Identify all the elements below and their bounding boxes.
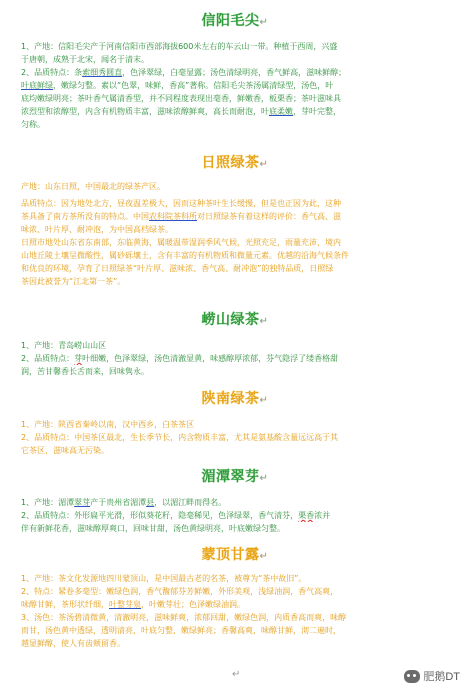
underlined-term: 芽 bbox=[74, 354, 83, 363]
body-line: 越显鲜醇，使人有齿颊留香。 bbox=[21, 639, 125, 648]
section-title-text: 信阳毛尖 bbox=[201, 13, 260, 29]
watermark-text: 肥鹅DT bbox=[423, 671, 460, 683]
body-line: 润，苦甘馨香长舌而来，回味隽永。 bbox=[21, 367, 149, 376]
body-line: 叶底鲜绿，嫩绿匀整。素以“色翠，味鲜，香高”著称。信阳毛尖茶汤属清绿型，汤色，叶 bbox=[21, 81, 334, 90]
body-line: 1、产地：青岛崂山山区 bbox=[21, 341, 107, 350]
body-line: 匀称。 bbox=[21, 120, 45, 129]
body-line: 山地丘陵土壤呈微酸性，属砂砾壤土，含有丰富的有机物质和微量元素。优越的沿海气候条件 bbox=[21, 251, 349, 260]
body-line: 于唐朝，成熟于北宋，闻名于清末。 bbox=[21, 55, 149, 64]
underlined-term: 栗香 bbox=[298, 511, 315, 520]
section-title bbox=[0, 154, 470, 174]
underlined-term: 叶底鲜绿 bbox=[21, 81, 53, 90]
body-line: 浓烈型和浓醇型，内含有机物质丰富，滋味浓醇鲜爽，高长而耐泡，叶底柔嫩，芽叶完整， bbox=[21, 107, 341, 116]
underlined-term: 底柔嫩 bbox=[269, 107, 293, 116]
section-title-text: 陕南绿茶 bbox=[201, 391, 260, 407]
body-line: 2、品质特点：外形扁平光滑，形似葵花籽，隐毫稀见，色泽绿翠，香气清芬，栗香浓并 bbox=[21, 511, 331, 520]
paragraph-mark: ↵ bbox=[259, 551, 269, 562]
section-meitan bbox=[0, 468, 470, 535]
body-line: 底均嫩绿明亮；茶叶香气属清香型，并不同程度表现出毫香，鲜嫩香，板栗香；茶叶滋味具 bbox=[21, 94, 341, 103]
section-title bbox=[0, 546, 470, 566]
underlined-term: 农科院茶科所 bbox=[149, 212, 197, 221]
section-title bbox=[0, 12, 470, 32]
body-line: 2、品质特点：芽叶细嫩，色泽翠绿，汤色清澈显黄，味感醇厚浓郁，芬气隐浮了缕香格甜 bbox=[21, 354, 339, 363]
section-title bbox=[0, 468, 470, 488]
body-line: 1、产地：茶文化发源地四川蒙顶山，是中国最古老的名茶，被尊为“茶中故旧”。 bbox=[21, 574, 307, 583]
body-line: 味浓、叶片厚、耐冲泡，为中国高档绿茶。 bbox=[21, 225, 173, 234]
wechat-icon bbox=[404, 670, 420, 683]
body-line: 2、特点：紧卷多毫型：嫩绿色润，香气馥郁芬芳鲜嫩，外形美观，浅绿油润，香气高爽， bbox=[21, 587, 339, 596]
section-title bbox=[0, 311, 470, 331]
section-title bbox=[0, 390, 470, 410]
section-title-text: 崂山绿茶 bbox=[201, 312, 260, 328]
body-line: 味醇甘鲜，茶形状纤细，叶整芽泉，叶嫩芽壮；色泽嫩绿油润。 bbox=[21, 600, 245, 609]
body-line: 品质特点：因为地处北方，昼夜温差极大，因而这种茶叶生长缓慢，但是也正因为此，这种 bbox=[21, 199, 341, 208]
underlined-term: 翠芽 bbox=[74, 498, 91, 507]
body-line: 1、产地：陕西省秦岭以南，汉中西乡，白茶茶区 bbox=[21, 420, 195, 429]
body-line: 产地：山东日照，中国最北的绿茶产区。 bbox=[21, 182, 165, 191]
underlined-term: 索细秀圆直 bbox=[82, 68, 123, 77]
section-laoshan bbox=[0, 311, 470, 378]
body-line: 茶因此被誉为“江北第一茶”。 bbox=[21, 277, 126, 286]
section-mengding bbox=[0, 546, 470, 650]
body-line: 和优良的环境，孕育了日照绿茶“叶片厚、滋味浓、香气高、耐冲泡”的独特品质，日照绿 bbox=[21, 264, 334, 273]
body-line: 3、汤色：茶汤碧清微黄，清澈明亮，滋味鲜爽，浓郁回甜，嫩绿色润，内质香高而爽，味醇 bbox=[21, 613, 347, 622]
paragraph-mark: ↵ bbox=[259, 316, 269, 327]
body-line: 茶具备了南方茶所没有的特点。中国农科院茶科所对日照绿茶有着这样的评价：香气高、滋 bbox=[21, 212, 341, 221]
body-line: 它茶区，滋味高无污染。 bbox=[21, 446, 109, 455]
body-line: 2、品质特点：中国茶区最北，生长季节长，内含物质丰富，尤其是氨基酸含量远远高于其 bbox=[21, 433, 339, 442]
paragraph-mark: ↵ bbox=[259, 159, 269, 170]
body-line: 1、产地：信阳毛尖产于河南信阳市西部海拔600米左右的车云山一带。种植于西周，兴盛 bbox=[21, 42, 338, 51]
body-line: 伴有新鲜花香，滋味醇厚爽口，回味甘甜，汤色黄绿明亮，叶底嫩绿匀整。 bbox=[21, 524, 285, 533]
underlined-term: 县 bbox=[146, 498, 155, 507]
section-title-text: 湄潭翠芽 bbox=[201, 469, 260, 485]
paragraph-mark: ↵ bbox=[259, 395, 269, 406]
section-title-text: 日照绿茶 bbox=[201, 155, 260, 171]
end-paragraph-mark: ↵ bbox=[232, 669, 241, 680]
body-line: 1、产地：湄潭翠芽产于贵州省湄潭县，以湄江畔而得名。 bbox=[21, 498, 227, 507]
paragraph-mark: ↵ bbox=[259, 17, 269, 28]
paragraph-mark: ↵ bbox=[259, 473, 269, 484]
underlined-term: 叶整芽泉 bbox=[109, 600, 141, 609]
body-line: 2、品质特点：条索细秀圆直，色泽翠绿，白毫显露；汤色清绿明亮，香气鲜高，滋味鲜醇； bbox=[21, 68, 347, 77]
body-line: 而甘，汤色黄中透绿，透明清亮，叶底匀整，嫩绿鲜亮；香馨高爽，味醇甘鲜，沏二遍时， bbox=[21, 626, 341, 635]
section-title-text: 蒙顶甘露 bbox=[201, 547, 260, 563]
body-line: 日照市地处山东省东南部，东临黄海，属暖温带湿润季风气候，光照充足，雨量充沛，境内 bbox=[21, 238, 341, 247]
watermark bbox=[404, 668, 460, 684]
section-shaanxi bbox=[0, 390, 470, 457]
section-xinyang bbox=[0, 12, 470, 131]
section-rizhao bbox=[0, 154, 470, 288]
